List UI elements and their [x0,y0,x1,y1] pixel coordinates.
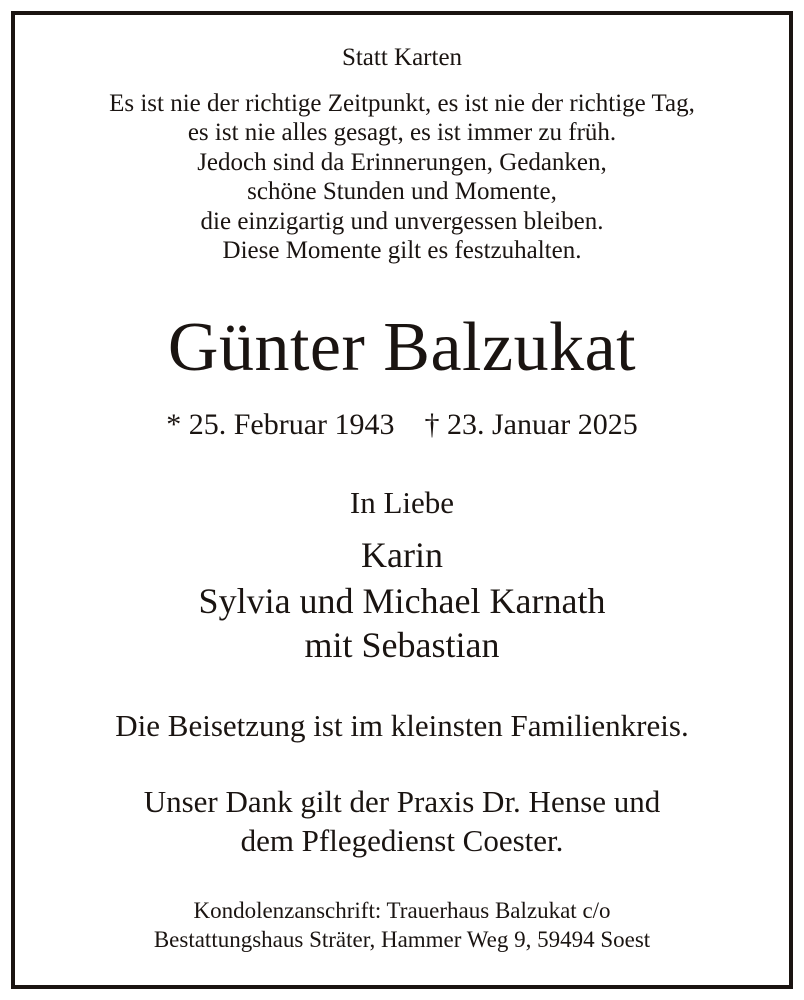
birth-date: * 25. Februar 1943 [166,408,395,441]
statt-karten-heading: Statt Karten [341,44,463,71]
poem-line: Diese Momente gilt es festzuhalten. [222,237,582,264]
life-dates [0,408,804,442]
mourner-line: mit Sebastian [304,625,500,665]
mourner-line: Sylvia und Michael Karnath [198,581,606,621]
poem-line: Jedoch sind da Erinnerungen, Gedanken, [197,149,607,176]
deceased-name: Günter Balzukat [167,309,637,386]
burial-notice: Die Beisetzung ist im kleinsten Familienkreis. [115,708,689,743]
poem-line: schöne Stunden und Momente, [247,178,557,205]
mourner-line: Karin [361,535,443,575]
poem-line: die einzigartig und unvergessen bleiben. [200,208,604,235]
death-date: † 23. Januar 2025 [424,408,638,441]
poem-line: es ist nie alles gesagt, es ist immer zu früh. [187,119,617,146]
condolence-line: Bestattungshaus Sträter, Hammer Weg 9, 59494 Soest [153,927,651,952]
thanks-line: Unser Dank gilt der Praxis Dr. Hense und [143,784,661,819]
poem-line: Es ist nie der richtige Zeitpunkt, es ist nie der richtige Tag, [109,90,695,117]
thanks-line: dem Pflegedienst Coester. [240,823,564,858]
mourners-intro: In Liebe [349,485,455,520]
condolence-line: Kondolenzanschrift: Trauerhaus Balzukat c/o [193,898,611,923]
